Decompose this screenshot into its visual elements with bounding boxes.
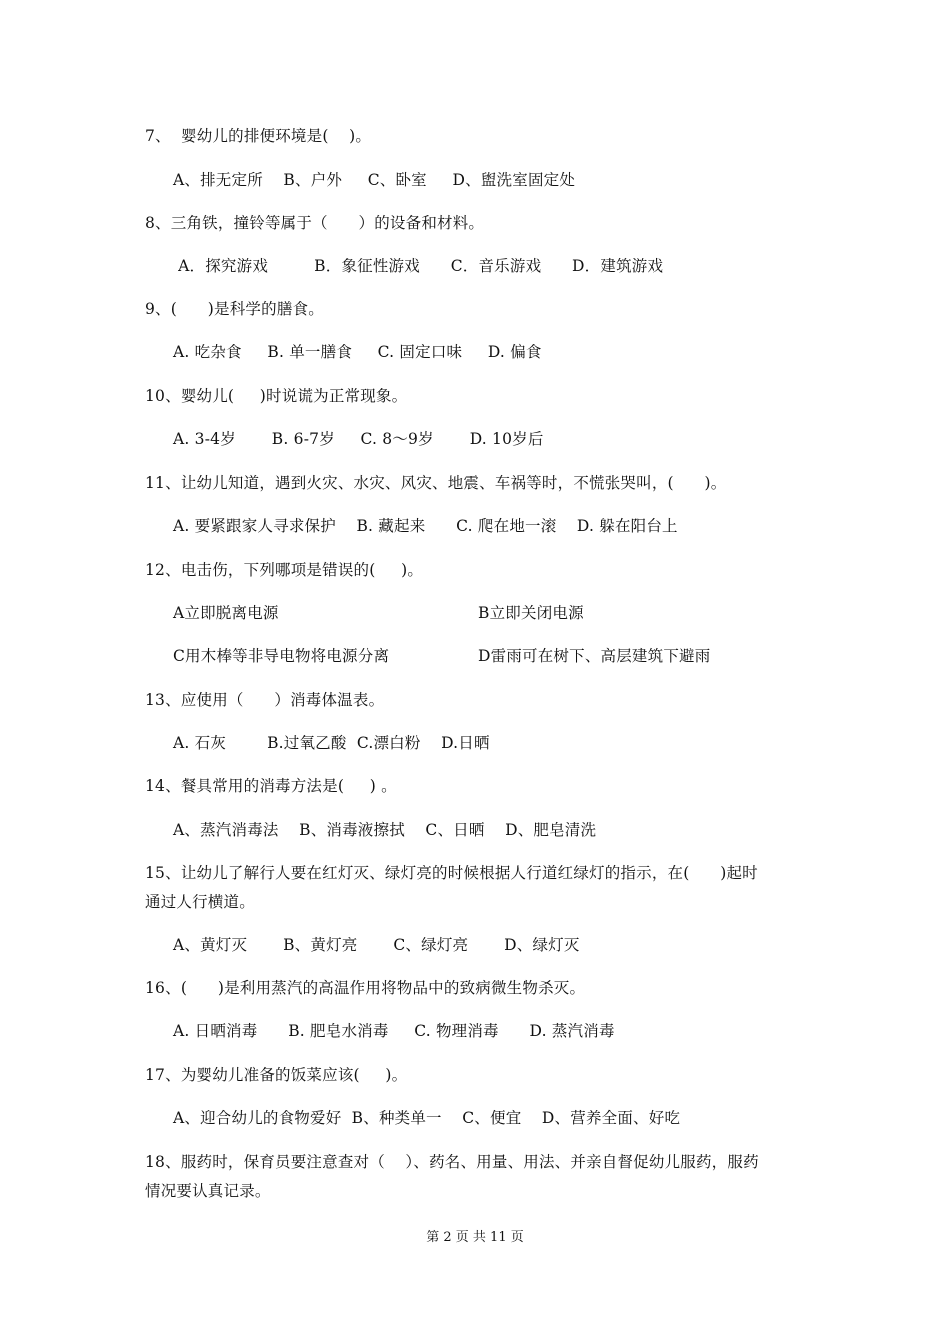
question-14-options: A、蒸汽消毒法 B、消毒液擦拭 C、日晒 D、肥皂清洗	[173, 821, 597, 839]
question-8-stem: 8、三角铁，撞铃等属于（ ）的设备和材料。	[145, 214, 485, 232]
question-12-option-a: A立即脱离电源	[173, 604, 279, 622]
question-15-options: A、黄灯灭 B、黄灯亮 C、绿灯亮 D、绿灯灭	[173, 936, 580, 954]
question-10-options: A. 3-4岁 B. 6-7岁 C. 8～9岁 D. 10岁后	[173, 430, 544, 448]
question-13-options: A. 石灰 B.过氧乙酸 C.漂白粉 D.日晒	[173, 734, 490, 752]
question-12-option-c: C用木棒等非导电物将电源分离	[173, 647, 390, 665]
question-7-stem: 7、 婴幼儿的排便环境是( )。	[145, 127, 372, 145]
question-18-stem-line1: 18、服药时，保育员要注意查对（ ）、药名、用量、用法、并亲自督促幼儿服药，服药	[145, 1153, 759, 1171]
question-17-stem: 17、为婴幼儿准备的饭菜应该( )。	[145, 1066, 408, 1084]
question-7-options: A、排无定所 B、户外 C、卧室 D、盥洗室固定处	[173, 171, 576, 189]
question-12-option-b: B立即关闭电源	[478, 604, 584, 622]
question-11-stem: 11、让幼儿知道，遇到火灾、水灾、风灾、地震、车祸等时，不慌张哭叫，( )。	[145, 474, 727, 492]
question-14-stem: 14、餐具常用的消毒方法是( ) 。	[145, 777, 397, 795]
question-17-options: A、迎合幼儿的食物爱好 B、种类单一 C、便宜 D、营养全面、好吃	[173, 1109, 681, 1127]
question-12-stem: 12、电击伤，下列哪项是错误的( )。	[145, 561, 424, 579]
question-8-options: A．探究游戏 B．象征性游戏 C．音乐游戏 D．建筑游戏	[173, 257, 664, 275]
question-9-options: A. 吃杂食 B. 单一膳食 C. 固定口味 D. 偏食	[173, 343, 542, 361]
question-15-stem-line2: 通过人行横道。	[145, 893, 255, 911]
question-9-stem: 9、( )是科学的膳食。	[145, 300, 324, 318]
question-11-options: A. 要紧跟家人寻求保护 B. 藏起来 C. 爬在地一滚 D. 躲在阳台上	[173, 517, 678, 535]
question-16-options: A. 日晒消毒 B. 肥皂水消毒 C. 物理消毒 D. 蒸汽消毒	[173, 1022, 615, 1040]
question-13-stem: 13、应使用（ ）消毒体温表。	[145, 691, 385, 709]
question-18-stem-line2: 情况要认真记录。	[145, 1182, 271, 1200]
question-15-stem-line1: 15、让幼儿了解行人要在红灯灭、绿灯亮的时候根据人行道红绿灯的指示，在( )起时	[145, 864, 758, 882]
question-10-stem: 10、婴幼儿( )时说谎为正常现象。	[145, 387, 408, 405]
question-12-option-d: D雷雨可在树下、高层建筑下避雨	[478, 647, 711, 665]
question-16-stem: 16、( )是利用蒸汽的高温作用将物品中的致病微生物杀灭。	[145, 979, 586, 997]
page-number-footer: 第 2 页 共 11 页	[426, 1230, 524, 1245]
